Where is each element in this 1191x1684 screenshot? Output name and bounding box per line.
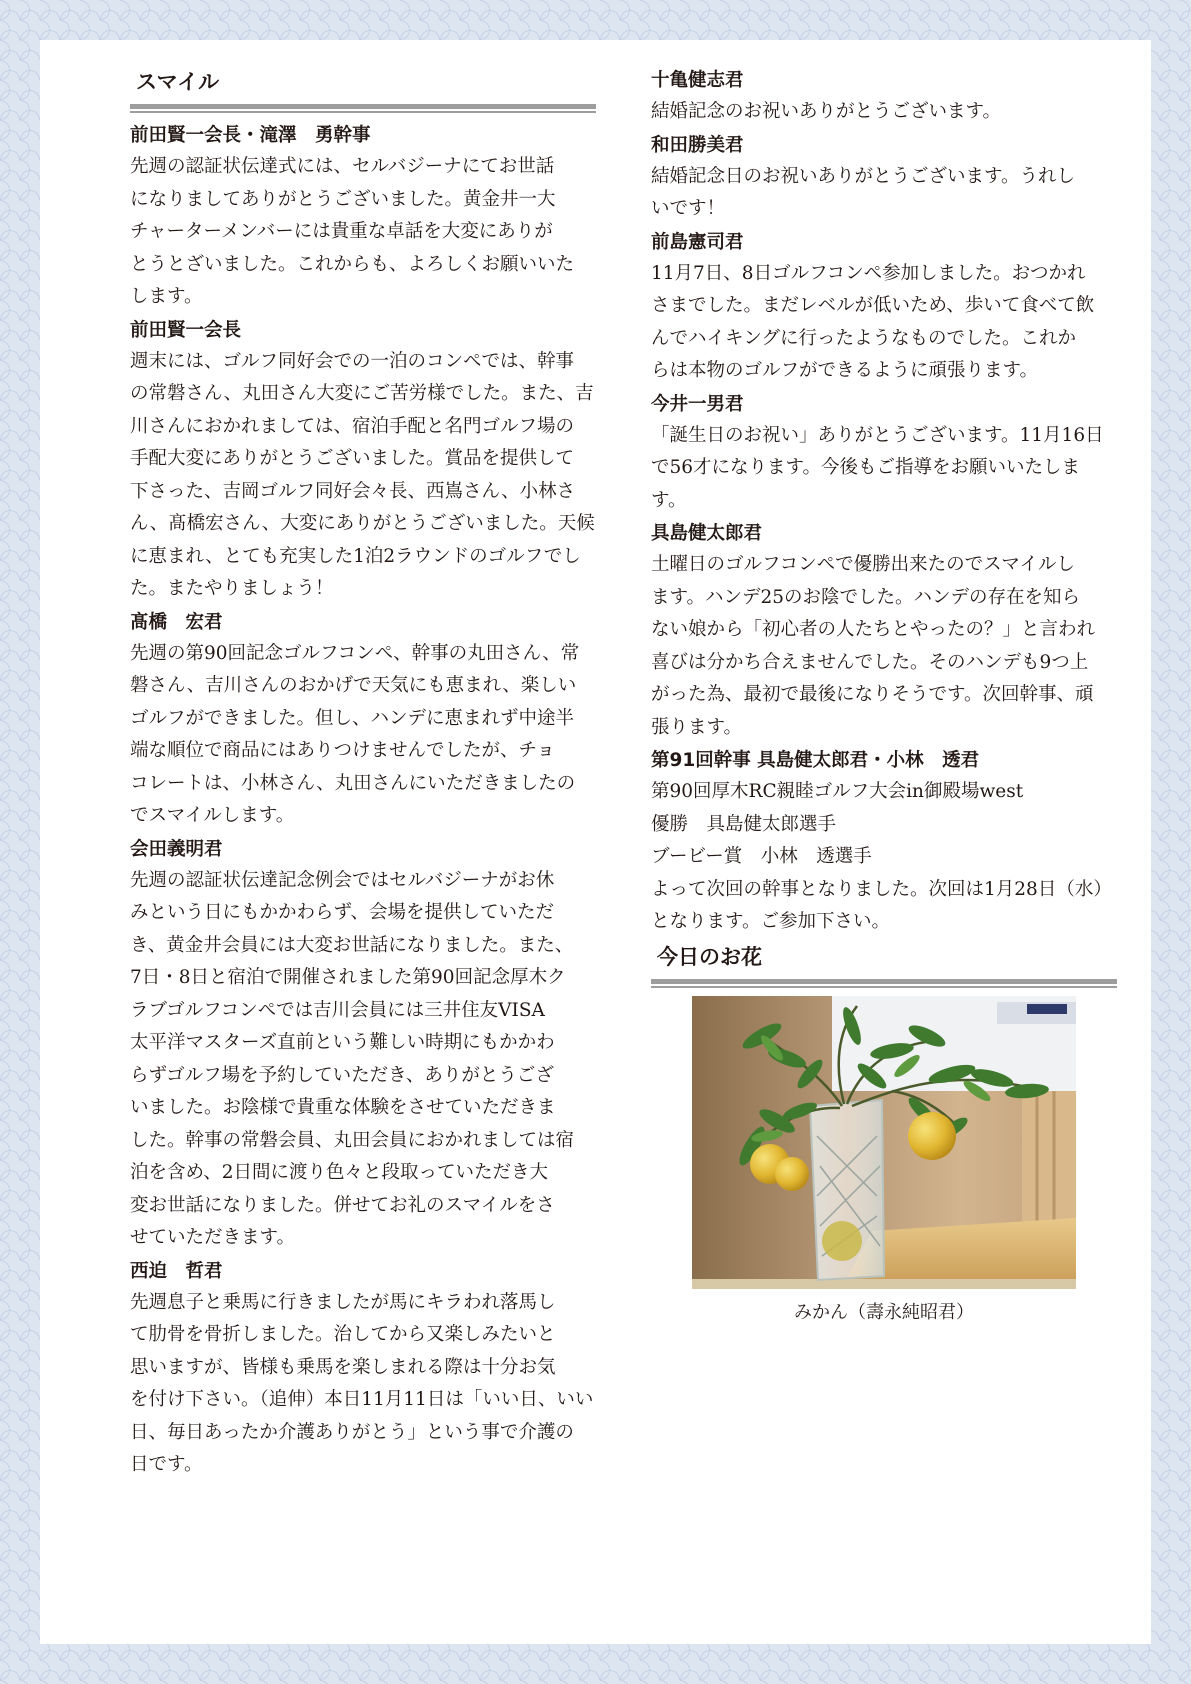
flower-section-title: 今日のお花 [657,944,762,969]
entry-text: 土曜日のゴルフコンペで優勝出来たのでスマイルし ます。ハンデ25のお陰でした。ハンデの存在を知ら ない娘から「初心者の人たちとやったの？」と言われ 喜びは分かち合えませんでした。そのハンデも9つ上 がった為、最初で最後になりそうです。次回幹事、頑 張ります。 [651,554,1096,738]
smile-entry [130,608,596,833]
entry-text: 結婚記念日のお祝いありがとうございます。うれし いです！ [651,165,1076,219]
smile-entry [130,1257,596,1482]
entry-name: 十亀健志君 [651,70,744,91]
flower-section [651,943,1117,1329]
smile-entry [651,390,1117,518]
entry-name: 西迫 哲君 [130,1260,223,1282]
smile-entry [651,519,1117,744]
entry-name: 前島憲司君 [651,231,744,253]
smile-entry [130,835,596,1255]
smile-section-title: スマイル [136,70,220,94]
left-column [130,68,596,1484]
smile-entry [651,131,1117,226]
entry-text: 先週の認証状伝達式には、セルバジーナにてお世話 になりましてありがとうございました。黄金井一大 チャーターメンバーには貴重な卓話を大変にありが とうとざいました。これからも、よろしくお願いいた します。 [130,156,575,307]
smile-entry [130,121,596,314]
title-rule [130,104,596,109]
entry-name: 前田賢一会長 [130,319,242,341]
entry-text: 週末には、ゴルフ同好会での一泊のコンペでは、幹事 の常磐さん、丸田さん大変にご苦労様でした。また、吉 川さんにおかれましては、宿泊手配と名門ゴルフ場の 手配大変にありがとうございました。賞品を提供して 下さった、吉岡ゴルフ同好会々長、西嶌さん、小林さ ん、髙橋宏さん、大変にありがとうございました。天候 に恵まれ、とても充実した1泊2ラウンドのゴルフでし た。またやりましょう！ [130,350,595,599]
entry-name: 第91回幹事 具島健太郎君・小林 透君 [651,750,980,771]
newsletter-page [40,40,1151,1644]
right-column [651,66,1117,1329]
entry-text: 結婚記念のお祝いありがとうございます。 [651,101,1002,122]
entry-name: 会田義明君 [130,838,223,860]
title-rule [651,979,1117,984]
title-rule-thin [651,986,1117,988]
title-rule-thin [130,111,596,113]
entry-text: 先週の第90回記念ゴルフコンペ、幹事の丸田さん、常 磐さん、吉川さんのおかげで天気にも恵まれ、楽しい ゴルフができました。但し、ハンデに恵まれず中途半 端な順位で商品にはありつけませんでしたが、チョ コレートは、小林さん、丸田さんにいただきましたの でスマイルします。 [130,642,580,826]
smile-entry [651,66,1117,129]
entry-text: 「誕生日のお祝い」ありがとうございます。11月16日 で56才になります。今後もご指導をお願いいたしま す。 [651,424,1104,511]
smile-entry [130,316,596,606]
entry-text: 先週の認証状伝達記念例会ではセルバジーナがお休 みという日にもかかわらず、会場を提供していただ き、黄金井会員には大変お世話になりました。また、 7日・8日と宿泊で開催されました第90回記念厚木ク ラブゴルフコンペでは吉川会員には三井住友VISA 太平洋マスターズ直前という難しい時期にもかかわ らずゴルフ場を予約していただき、ありがとうござ いました。お陰様で貴重な体験をさせていただきま した。幹事の常磐会員、丸田会員におかれましては宿 泊を含め、2日間に渡り色々と段取っていただき大 変お世話になりました。併せてお礼のスマイルをさ せていただきます。 [130,869,575,1248]
entry-name: 和田勝美君 [651,134,744,156]
entry-name: 前田賢一会長・滝澤 勇幹事 [130,125,371,146]
mikan-flower-photo [692,996,1076,1289]
entry-text: 11月7日、8日ゴルフコンペ参加しました。おつかれ さまでした。まだレベルが低いため、歩いて食べて飲 んでハイキングに行ったようなものでした。これか らは本物のゴルフができるように頑張ります。 [651,262,1095,381]
smile-entry [651,228,1117,388]
entry-text: 第90回厚木RC親睦ゴルフ大会in御殿場west 優勝 具島健太郎選手 ブービー賞 小林 透選手 よって次回の幹事となりました。次回は1月28日（水） となります。ご参加下さい。 [651,781,1112,932]
entry-text: 先週息子と乗馬に行きましたが馬にキラわれ落馬し て肋骨を骨折しました。治してから又楽しみたいと 思いますが、皆様も乗馬を楽しまれる際は十分お気 を付け下さい。（追伸）本日11月11日は「いい日、いい 日、毎日あったか介護ありがとう」という事で介護の 日です。 [130,1291,594,1475]
photo-caption: みかん（壽永純昭君） [794,1301,974,1323]
entry-name: 髙橋 宏君 [130,611,223,633]
flower-photo-container [692,996,1076,1289]
smile-entry [651,746,1117,939]
entry-name: 今井一男君 [651,393,744,415]
entry-name: 具島健太郎君 [651,523,763,544]
